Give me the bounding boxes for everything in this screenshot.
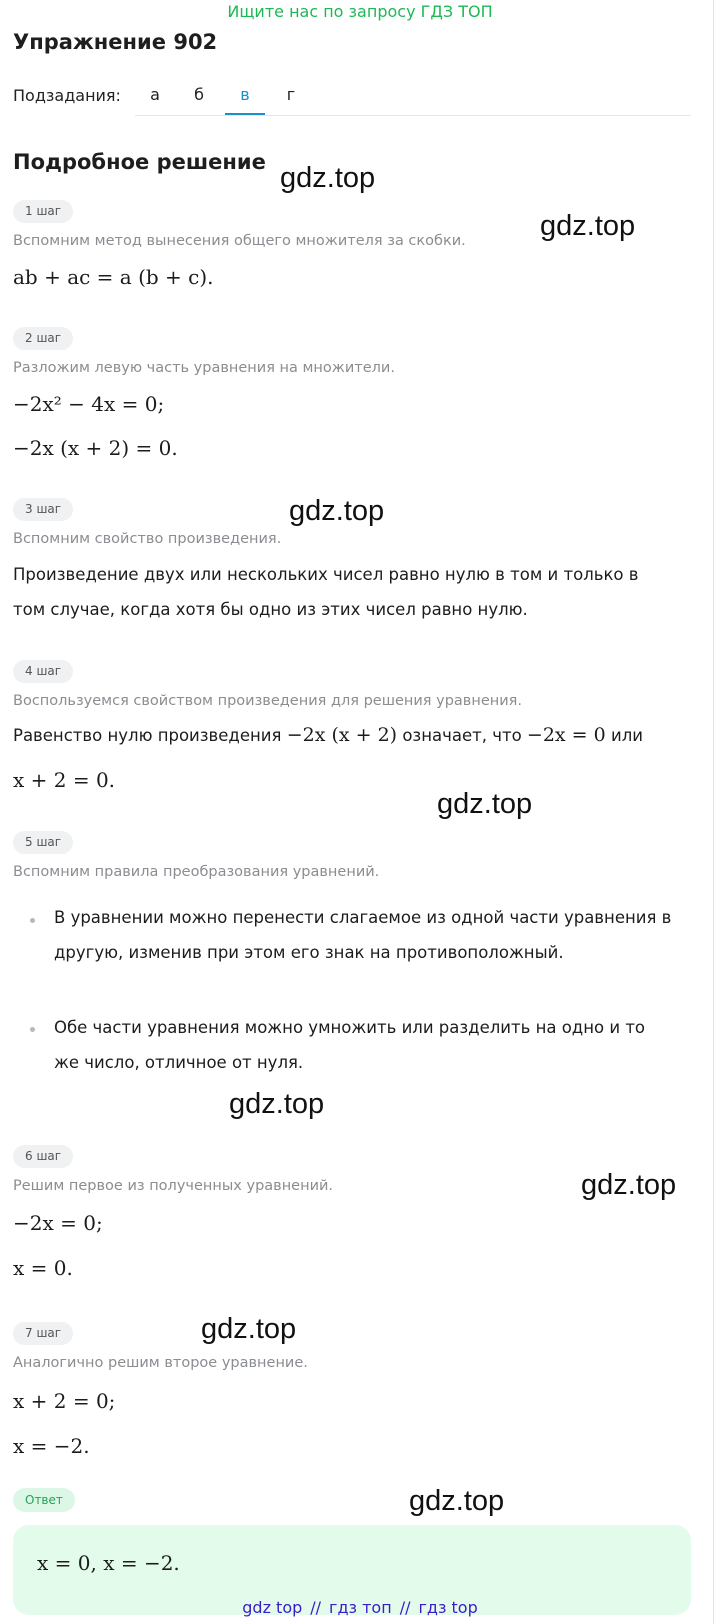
- math-line: x + 2 = 0.: [13, 768, 116, 792]
- footer-link[interactable]: gdz top: [242, 1598, 303, 1617]
- watermark: gdz.top: [581, 1169, 677, 1201]
- watermark: gdz.top: [280, 162, 376, 194]
- step-text-part: Равенство нулю произведения: [13, 726, 287, 745]
- watermark: gdz.top: [289, 495, 385, 527]
- tab-b[interactable]: б: [194, 85, 204, 104]
- bullet-dot: [30, 1027, 35, 1032]
- step-hint: Вспомним свойство произведения.: [13, 531, 282, 547]
- watermark: gdz.top: [201, 1313, 297, 1345]
- answer-math: x = 0, x = −2.: [37, 1551, 180, 1575]
- step-hint: Вспомним метод вынесения общего множителя за скобки.: [13, 233, 466, 249]
- bullet-dot: [30, 918, 35, 923]
- page-title: Упражнение 902: [13, 30, 218, 54]
- footer-separator: //: [399, 1598, 411, 1617]
- math-line: x = −2.: [13, 1434, 90, 1458]
- math-line: ab + ac = a (b + c).: [13, 265, 214, 289]
- step-badge: 2 шаг: [13, 327, 73, 350]
- footer-link[interactable]: гдз топ: [329, 1598, 392, 1617]
- step-badge: 7 шаг: [13, 1322, 73, 1345]
- rule-bullet: Обе части уравнения можно умножить или разделить на одно и то же число, отличное от нуля.: [54, 1018, 646, 1072]
- math-line: x = 0.: [13, 1256, 73, 1280]
- watermark: gdz.top: [437, 788, 533, 820]
- solution-heading: Подробное решение: [13, 150, 266, 174]
- answer-badge: Ответ: [13, 1488, 75, 1512]
- step-badge: 6 шаг: [13, 1145, 73, 1168]
- step-badge: 5 шаг: [13, 831, 73, 854]
- step-hint: Решим первое из полученных уравнений.: [13, 1178, 334, 1194]
- footer-separator: //: [310, 1598, 322, 1617]
- rule-bullet: В уравнении можно перенести слагаемое из одной части уравнения в другую, изменив при этом его знак на противоположный.: [54, 908, 672, 962]
- watermark: gdz.top: [409, 1485, 505, 1517]
- step-badge: 3 шаг: [13, 498, 73, 521]
- watermark: gdz.top: [229, 1088, 325, 1120]
- tab-v[interactable]: в: [225, 85, 265, 115]
- footer-links: [0, 1598, 720, 1617]
- step-badge: 1 шаг: [13, 200, 73, 223]
- step-hint: Воспользуемся свойством произведения для решения уравнения.: [13, 693, 522, 709]
- math-line: −2x (x + 2) = 0.: [13, 436, 178, 460]
- inline-math: −2x (x + 2): [286, 724, 398, 746]
- step-hint: Аналогично решим второе уравнение.: [13, 1355, 308, 1371]
- math-line: −2x² − 4x = 0;: [13, 392, 165, 416]
- step-text-part: или: [605, 726, 643, 745]
- subtasks-label: Подзадания:: [13, 86, 121, 105]
- step-hint: Разложим левую часть уравнения на множители.: [13, 360, 395, 376]
- step-badge: 4 шаг: [13, 660, 73, 683]
- watermark: gdz.top: [540, 210, 636, 242]
- step-text: Произведение двух или нескольких чисел равно нулю в том и только в том случае, когда хотя бы одно из этих чисел равно нулю.: [13, 565, 639, 619]
- page-right-border: [713, 0, 714, 1624]
- footer-link[interactable]: гдз top: [418, 1598, 478, 1617]
- step-hint: Вспомним правила преобразования уравнений.: [13, 864, 380, 880]
- tab-a[interactable]: а: [150, 85, 160, 104]
- tab-g[interactable]: г: [286, 85, 296, 104]
- inline-math: −2x = 0: [526, 724, 606, 746]
- math-line: −2x = 0;: [13, 1211, 103, 1235]
- math-line: x + 2 = 0;: [13, 1389, 116, 1413]
- search-promo-link[interactable]: Ищите нас по запросу ГДЗ ТОП: [227, 2, 493, 21]
- step-text-part: означает, что: [397, 726, 527, 745]
- subtask-tabs: [135, 75, 691, 116]
- step-text: [13, 718, 673, 753]
